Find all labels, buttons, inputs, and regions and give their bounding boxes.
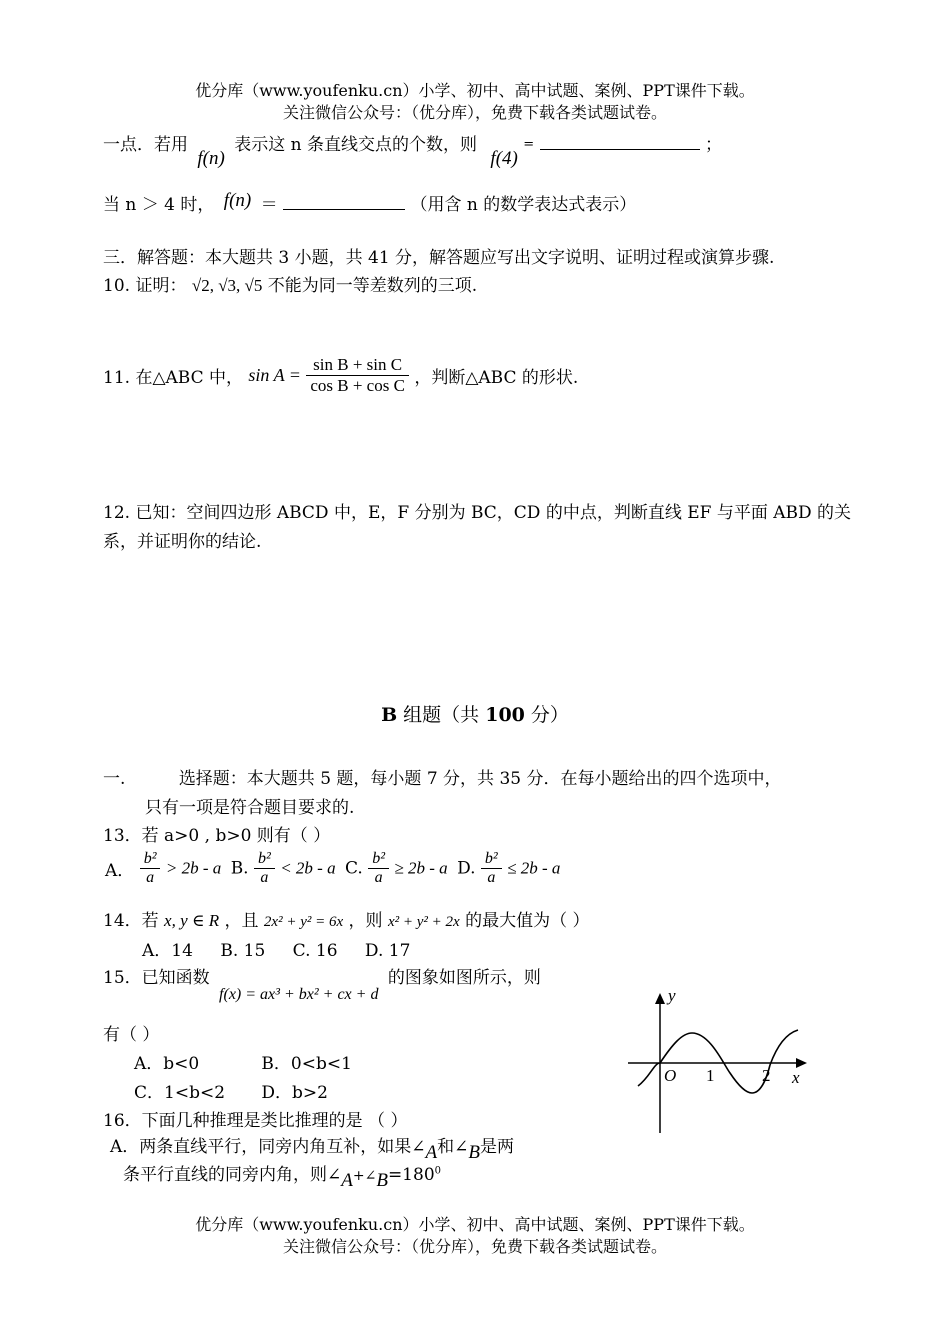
option-label: B.	[230, 858, 249, 879]
q15-option-c[interactable]: C．1<b<2	[134, 1083, 226, 1103]
section-1b-text: 选择题：本大题共 5 题，每小题 7 分，共 35 分．在每小题给出的四个选项中，	[178, 769, 782, 789]
q15-option-b[interactable]: B．0<b<1	[261, 1054, 352, 1074]
q15-options-row-1	[134, 1049, 352, 1074]
b2-over-a-fraction	[481, 850, 502, 887]
q11-fraction	[306, 355, 409, 396]
option-relation: ≤ 2b - a	[507, 858, 561, 878]
q14-option-b[interactable]: B. 15	[220, 941, 266, 961]
q13-options	[105, 850, 560, 887]
question-10	[103, 271, 477, 296]
q16-a-prefix: A．两条直线平行，同旁内角互补，如果∠	[110, 1137, 426, 1157]
q14-option-c[interactable]: C. 16	[292, 941, 338, 961]
fill-in-prefix: 一点．若用	[103, 135, 188, 155]
group-b-mid: 组题（共	[397, 704, 486, 726]
question-13: 13．若 a>0 , b>0 则有（ ）	[103, 826, 331, 846]
y-axis-arrow	[655, 993, 665, 1004]
function-curve	[638, 1030, 798, 1093]
q14-mid: ，且	[224, 911, 259, 931]
question-16: 16．下面几种推理是类比推理的是 （ ）	[103, 1111, 408, 1131]
q15-suffix: 的图象如图所示，则	[387, 968, 541, 988]
origin-label: O	[664, 1066, 677, 1085]
equals-sign: =	[523, 137, 535, 152]
q13-option[interactable]	[457, 850, 560, 887]
section-3-heading: 三．解答题：本大题共 3 小题，共 41 分，解答题应写出文字说明、证明过程或演算步骤.	[103, 248, 775, 268]
degree-superscript: 0	[434, 1165, 442, 1177]
b2-over-a-fraction	[254, 850, 275, 887]
q14-math-2: 2x² + y² = 6x	[263, 914, 344, 930]
group-b-score: 100	[485, 704, 525, 726]
tick-label-2: 2	[762, 1066, 771, 1085]
q16-a-and: 和∠	[437, 1137, 469, 1157]
header-line-2: 关注微信公众号：（优分库），免费下载各类试题试卷。	[282, 103, 667, 122]
angle-b-label: B	[468, 1142, 480, 1163]
fn-expression: f(n)	[197, 148, 225, 169]
footer-line-2: 关注微信公众号：（优分库），免费下载各类试题试卷。	[282, 1237, 667, 1256]
q11-denominator: cos B + cos C	[310, 376, 405, 395]
group-b-letter: B	[381, 704, 398, 726]
option-label: A．	[105, 861, 135, 881]
question-11	[103, 355, 578, 396]
question-14	[103, 906, 589, 931]
fraction-numerator: b²	[254, 850, 275, 869]
x-axis-arrow	[796, 1058, 807, 1068]
fraction-numerator: b²	[481, 850, 502, 869]
q16-option-a-line-2	[123, 1160, 442, 1191]
x-axis-label: x	[792, 1068, 800, 1087]
q14-options	[142, 936, 410, 961]
q14-option-d[interactable]: D. 17	[364, 941, 411, 961]
answer-blank-1[interactable]	[540, 148, 700, 150]
fill-in-line-1	[103, 130, 722, 169]
function-graph	[620, 985, 820, 1145]
semicolon: ；	[704, 135, 722, 155]
equals-sign-2: ＝	[260, 195, 278, 215]
fraction-numerator: b²	[368, 850, 389, 869]
q14-option-a[interactable]: A．14	[142, 941, 193, 961]
fill-in-line-2	[103, 190, 636, 216]
y-axis-label: y	[668, 986, 676, 1005]
angle-a-label: A	[425, 1142, 438, 1163]
plus-angle: +∠	[352, 1168, 377, 1184]
section-1b-number: 一.	[103, 769, 126, 789]
option-label: D.	[457, 858, 476, 879]
q15-prefix: 15．已知函数	[103, 968, 210, 988]
fn2-expression: f(n)	[223, 190, 252, 211]
group-b-end: 分）	[524, 704, 569, 726]
question-12-line-1: 12. 已知：空间四边形 ABCD 中，E，F 分别为 BC，CD 的中点，判断直线 EF 与平面 ABD 的关	[103, 503, 852, 523]
q13-option[interactable]	[345, 850, 448, 887]
option-relation: ≥ 2b - a	[394, 858, 448, 878]
q15-option-d[interactable]: D．b>2	[261, 1083, 328, 1103]
fill-in-mid: 表示这 n 条直线交点的个数，则	[234, 135, 478, 155]
section-1b-heading-line-2: 只有一项是符合题目要求的.	[145, 798, 355, 818]
option-relation: > 2b - a	[165, 858, 222, 878]
angle-a-label-2: A	[341, 1170, 353, 1191]
tick-label-1: 1	[706, 1066, 715, 1085]
q16-option-a-line-1	[110, 1132, 514, 1163]
q10-math: √2, √3, √5	[191, 276, 263, 295]
q16-a-suffix: 是两	[480, 1137, 514, 1157]
header-line-1: 优分库（www.youfenku.cn）小学、初中、高中试题、案例、PPT课件下载。	[195, 81, 755, 100]
question-15	[103, 963, 541, 1003]
section-1b-heading	[103, 764, 782, 789]
fraction-denominator: a	[374, 869, 383, 886]
q15-line-2: 有（ ）	[103, 1025, 160, 1045]
q14-math-1: x, y ∈ R	[164, 911, 220, 930]
f4-expression: f(4)	[490, 148, 518, 169]
q14-prefix: 14．若	[103, 911, 159, 931]
fraction-denominator: a	[146, 869, 155, 886]
footer-line-1: 优分库（www.youfenku.cn）小学、初中、高中试题、案例、PPT课件下载。	[195, 1215, 755, 1234]
fraction-denominator: a	[260, 869, 269, 886]
q15-option-a[interactable]: A．b<0	[134, 1054, 200, 1074]
fraction-numerator: b²	[140, 850, 161, 869]
q11-prefix: 11. 在△ABC 中，	[103, 368, 244, 388]
equals-180: =180	[387, 1165, 435, 1185]
q14-suffix: 的最大值为（ ）	[465, 911, 590, 931]
q14-math-3: x² + y² + 2x	[387, 914, 460, 930]
q11-lhs: sin A =	[248, 365, 301, 385]
option-relation: < 2b - a	[280, 858, 336, 878]
b2-over-a-fraction	[140, 850, 161, 887]
fraction-denominator: a	[487, 869, 496, 886]
q16-a-line2-prefix: 条平行直线的同旁内角，则∠	[123, 1165, 342, 1185]
fill-in-line2-prefix: 当 n ＞ 4 时，	[103, 195, 215, 215]
q10-suffix: 不能为同一等差数列的三项.	[267, 276, 478, 296]
q15-options-row-2	[134, 1078, 328, 1103]
q11-suffix: ，判断△ABC 的形状.	[414, 368, 579, 388]
q13-option[interactable]	[231, 850, 336, 887]
q14-mid-2: ，则	[348, 911, 383, 931]
option-label: C.	[345, 858, 363, 879]
question-12-line-2: 系，并证明你的结论.	[103, 532, 262, 552]
q13-option[interactable]	[105, 850, 221, 887]
q10-prefix: 10. 证明：	[103, 276, 187, 296]
b2-over-a-fraction	[368, 850, 389, 887]
answer-blank-2[interactable]	[283, 208, 405, 210]
q11-numerator: sin B + sin C	[306, 355, 409, 376]
group-b-title	[0, 700, 950, 727]
angle-b-label-2: B	[376, 1170, 388, 1191]
q15-math: f(x) = ax³ + bx² + cx + d	[219, 986, 379, 1003]
fill-in-line2-suffix: （用含 n 的数学表达式表示）	[410, 195, 637, 215]
